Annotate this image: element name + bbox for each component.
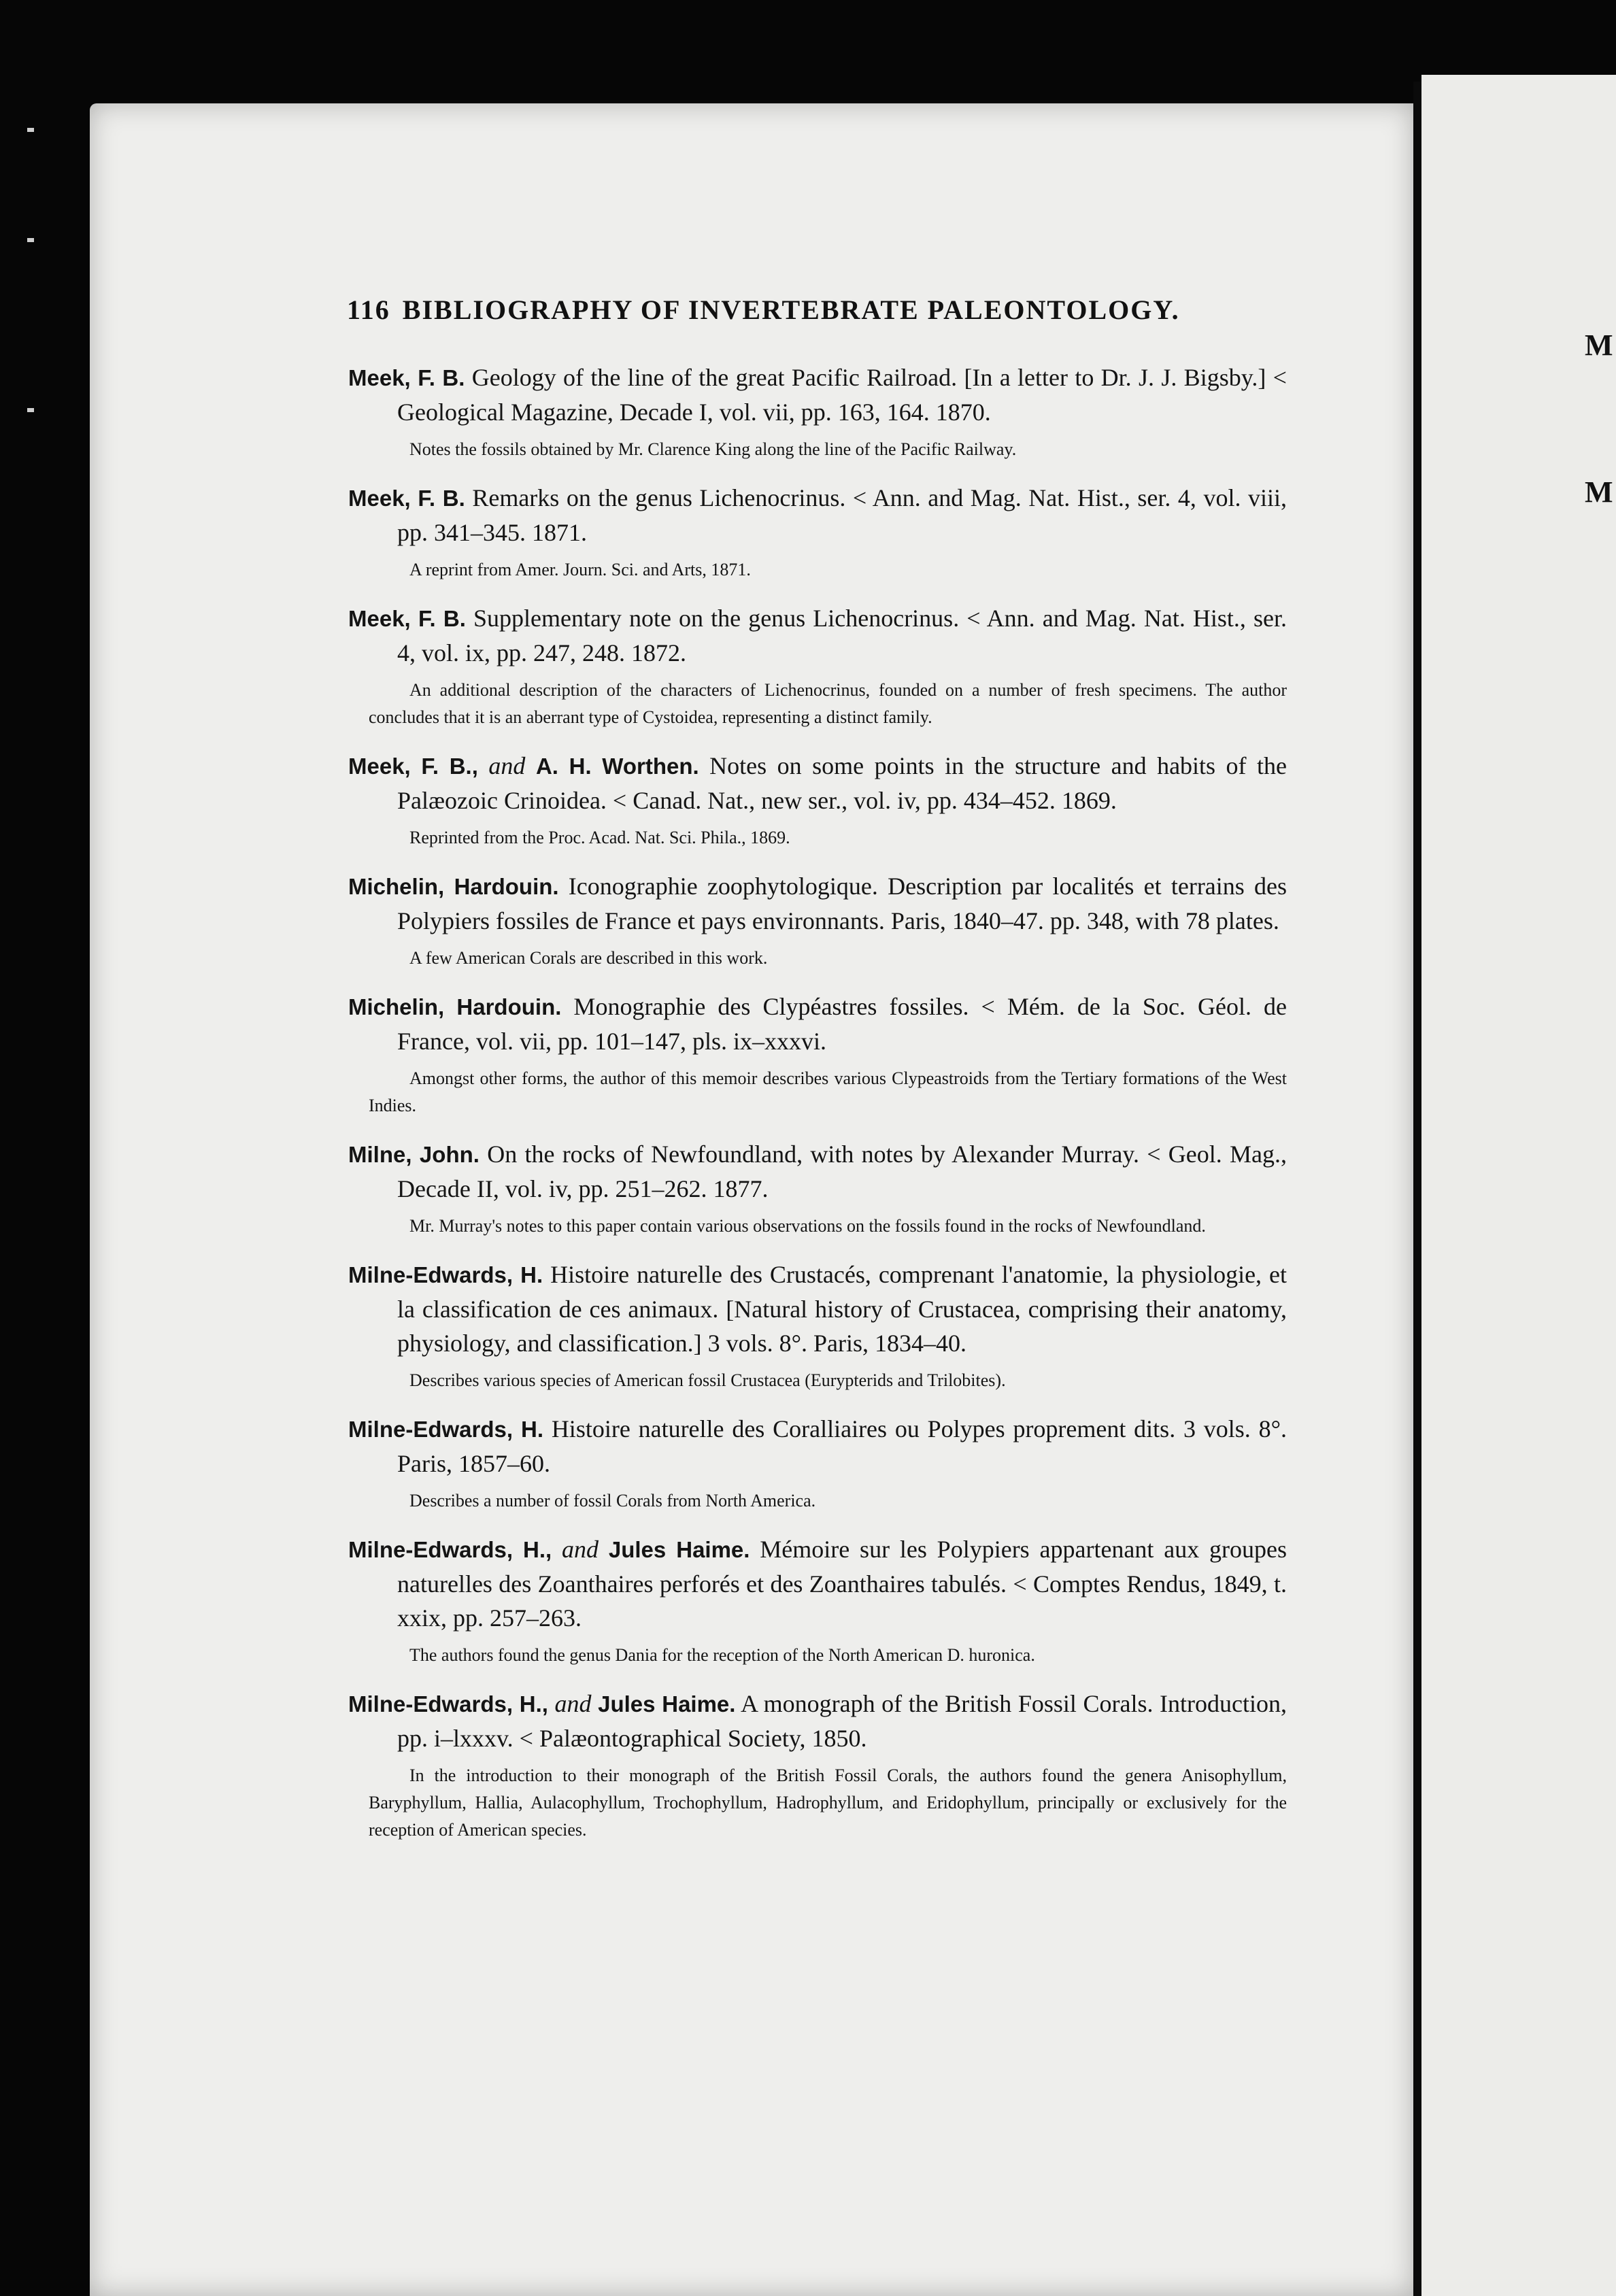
entry-note: Reprinted from the Proc. Acad. Nat. Sci. Phila., 1869. — [409, 828, 790, 847]
bibliography-entry — [348, 1687, 1287, 1844]
running-header — [347, 294, 1279, 326]
entry-coauthor: Jules Haime. — [598, 1691, 736, 1717]
bibliography-entry — [348, 481, 1287, 584]
entry-text: Mémoire sur les Polypiers appartenant aux groupes naturelles des Zoanthaires perforés et des Zoanthaires tabulés. < Comptes Rendus, 1849, t. xxix, pp. 257–263. — [397, 1536, 1287, 1632]
scan-mark — [27, 238, 34, 242]
entry-text: Geology of the line of the great Pacific Railroad. [In a letter to Dr. J. J. Bigsby.] < Geological Magazine, Decade I, vol. vii, pp. 163, 164. 1870. — [397, 364, 1287, 426]
entry-note: Describes various species of American fossil Crustacea (Eurypterids and Trilobites). — [409, 1370, 1006, 1390]
running-title: BIBLIOGRAPHY OF INVERTEBRATE PALEONTOLOGY. — [402, 294, 1180, 325]
entry-note: In the introduction to their monograph of the British Fossil Corals, the authors found the genera Anisophyllum, Baryphyllum, Hallia, Aulacophyllum, Trochophyllum, Hadrophyllum, and Eridophyllum, principally or exclusively for the reception of American species. — [369, 1766, 1287, 1840]
bibliography-entry — [348, 869, 1287, 972]
entry-text: Iconographie zoophytologique. Description par localités et terrains des Polypiers fossiles de France et pays environnants. Paris, 1840–47. pp. 348, with 78 plates. — [397, 873, 1287, 934]
scan-mark — [27, 128, 34, 132]
entry-conjunction: and — [488, 752, 526, 779]
bibliography-list — [348, 360, 1287, 1861]
entry-author: Michelin, Hardouin. — [348, 874, 559, 899]
bibliography-entry — [348, 749, 1287, 851]
entry-note: Notes the fossils obtained by Mr. Clarence King along the line of the Pacific Railway. — [409, 439, 1017, 459]
entry-author: Meek, F. B. — [348, 486, 465, 511]
bibliography-entry — [348, 1532, 1287, 1669]
citation — [348, 749, 1287, 817]
entry-author: Milne-Edwards, H. — [348, 1417, 544, 1442]
citation — [348, 1257, 1287, 1360]
right-page-letter: M — [1585, 328, 1613, 362]
entry-text: Supplementary note on the genus Lichenocrinus. < Ann. and Mag. Nat. Hist., ser. 4, vol. ix, pp. 247, 248. 1872. — [397, 605, 1287, 666]
entry-coauthor: Jules Haime. — [608, 1537, 750, 1562]
entry-note: A reprint from Amer. Journ. Sci. and Arts, 1871. — [409, 560, 751, 579]
scan-mark — [27, 408, 34, 412]
entry-author: Milne-Edwards, H., — [348, 1537, 552, 1562]
page-number: 116 — [347, 294, 390, 325]
entry-author: Meek, F. B. — [348, 606, 466, 631]
bibliography-entry — [348, 601, 1287, 731]
entry-note: Amongst other forms, the author of this memoir describes various Clypeastroids from the Tertiary formations of the West Indies. — [369, 1068, 1287, 1115]
entry-note: The authors found the genus Dania for the reception of the North American D. huronica. — [409, 1645, 1035, 1665]
right-page — [1421, 75, 1616, 2296]
entry-author: Milne-Edwards, H. — [348, 1262, 543, 1287]
entry-coauthor: A. H. Worthen. — [535, 754, 699, 779]
citation — [348, 1532, 1287, 1635]
entry-author: Milne, John. — [348, 1142, 479, 1167]
entry-text: Notes on some points in the structure and habits of the Palæozoic Crinoidea. < Canad. Nat., new ser., vol. iv, pp. 434–452. 1869. — [397, 752, 1287, 814]
entry-note: Mr. Murray's notes to this paper contain various observations on the fossils found in the rocks of Newfoundland. — [409, 1216, 1206, 1236]
entry-author: Meek, F. B. — [348, 365, 465, 390]
citation — [348, 1687, 1287, 1755]
entry-conjunction: and — [554, 1690, 592, 1717]
bibliography-entry — [348, 990, 1287, 1119]
bibliography-entry — [348, 360, 1287, 463]
citation — [348, 601, 1287, 670]
bibliography-entry — [348, 1257, 1287, 1394]
entry-conjunction: and — [562, 1536, 599, 1563]
citation — [348, 360, 1287, 429]
bibliography-entry — [348, 1137, 1287, 1240]
citation — [348, 1137, 1287, 1206]
entry-text: Histoire naturelle des Crustacés, comprenant l'anatomie, la physiologie, et la classification de ces animaux. [Natural history of Crustacea, comprising their anatomy, physiology, and classification.] 3 vols. 8°. Paris, 1834–40. — [397, 1261, 1287, 1357]
entry-author: Milne-Edwards, H., — [348, 1691, 548, 1717]
citation — [348, 869, 1287, 938]
entry-text: Histoire naturelle des Coralliaires ou Polypes proprement dits. 3 vols. 8°. Paris, 1857–60. — [397, 1415, 1287, 1477]
citation — [348, 990, 1287, 1058]
entry-note: An additional description of the characters of Lichenocrinus, founded on a number of fresh specimens. The author concludes that it is an aberrant type of Cystoidea, representing a distinct family. — [369, 680, 1287, 727]
citation — [348, 481, 1287, 550]
entry-note: Describes a number of fossil Corals from North America. — [409, 1491, 816, 1510]
entry-text: A monograph of the British Fossil Corals. Introduction, pp. i–lxxxv. < Palæontographical Society, 1850. — [397, 1690, 1287, 1752]
entry-text: Monographie des Clypéastres fossiles. < Mém. de la Soc. Géol. de France, vol. vii, pp. 101–147, pls. ix–xxxvi. — [397, 993, 1287, 1055]
entry-author: Michelin, Hardouin. — [348, 994, 562, 1019]
entry-author: Meek, F. B., — [348, 754, 478, 779]
entry-note: A few American Corals are described in this work. — [409, 948, 768, 968]
bibliography-entry — [348, 1412, 1287, 1515]
entry-text: On the rocks of Newfoundland, with notes by Alexander Murray. < Geol. Mag., Decade II, vol. iv, pp. 251–262. 1877. — [397, 1141, 1287, 1202]
right-page-letter: M — [1585, 475, 1613, 509]
citation — [348, 1412, 1287, 1481]
entry-text: Remarks on the genus Lichenocrinus. < Ann. and Mag. Nat. Hist., ser. 4, vol. viii, pp. 341–345. 1871. — [397, 484, 1287, 546]
